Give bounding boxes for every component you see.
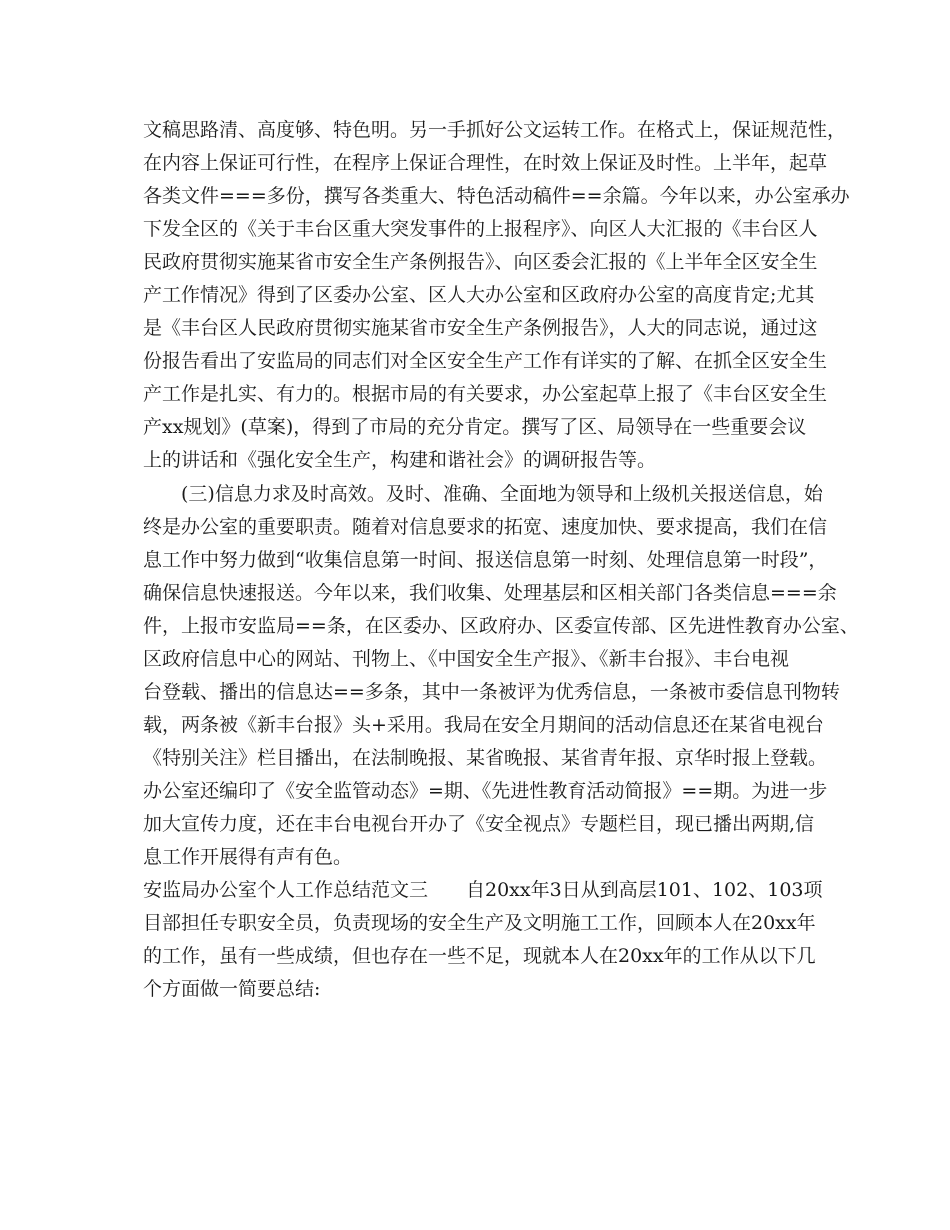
text-line: 载，两条被《新丰台报》头+采用。我局在安全月期间的活动信息还在某省电视台 bbox=[143, 714, 824, 736]
text-line: 区政府信息中心的网站、刊物上、《中国安全生产报》、《新丰台报》、丰台电视 bbox=[143, 648, 790, 670]
text-line: 文稿思路清、高度够、特色明。另一手抓好公文运转工作。在格式上，保证规范性， bbox=[143, 119, 847, 141]
text-line: 息工作开展得有声有色。 bbox=[143, 846, 353, 868]
text-line: 的工作，虽有一些成绩，但也存在一些不足，现就本人在20xx年的工作从以下几 bbox=[143, 945, 816, 967]
text-line: 各类文件===多份，撰写各类重大、特色活动稿件==余篇。今年以来，办公室承办 bbox=[143, 185, 850, 207]
text-line: 个方面做一简要总结: bbox=[143, 978, 321, 1000]
text-line: 产xx规划》(草案)，得到了市局的充分肯定。撰写了区、局领导在一些重要会议 bbox=[143, 416, 807, 438]
text-line: 上的讲话和《强化安全生产，构建和谐社会》的调研报告等。 bbox=[143, 449, 657, 471]
text-line: 产工作情况》得到了区委办公室、区人大办公室和区政府办公室的高度肯定;尤其 bbox=[143, 284, 815, 306]
text-line: (三)信息力求及时高效。及时、准确、全面地为领导和上级机关报送信息，始 bbox=[143, 483, 823, 505]
text-line: 终是办公室的重要职责。随着对信息要求的拓宽、速度加快、要求提高，我们在信 bbox=[143, 516, 828, 538]
text-line: 加大宣传力度，还在丰台电视台开办了《安全视点》专题栏目，现已播出两期,信 bbox=[143, 813, 815, 835]
text-line: 《特别关注》栏目播出，在法制晚报、某省晚报、某省青年报、京华时报上登载。 bbox=[143, 747, 828, 769]
text-line: 台登载、播出的信息达==多条，其中一条被评为优秀信息，一条被市委信息刊物转 bbox=[143, 681, 840, 703]
text-line: 产工作是扎实、有力的。根据市局的有关要求，办公室起草上报了《丰台区安全生 bbox=[143, 383, 828, 405]
text-line: 份报告看出了安监局的同志们对全区安全生产工作有详实的了解、在抓全区安全生 bbox=[143, 350, 828, 372]
text-line: 息工作中努力做到“收集信息第一时间、报送信息第一时刻、处理信息第一时段”， bbox=[143, 549, 828, 571]
text-line: 安监局办公室个人工作总结范文三 自20xx年3日从到高层101、102、103项 bbox=[143, 879, 823, 901]
text-line: 下发全区的《关于丰台区重大突发事件的上报程序》、向区人大汇报的《丰台区人 bbox=[143, 218, 818, 240]
text-line: 是《丰台区人民政府贯彻实施某省市安全生产条例报告》，人大的同志说，通过这 bbox=[143, 317, 818, 339]
text-line: 确保信息快速报送。今年以来，我们收集、处理基层和区相关部门各类信息===余 bbox=[143, 582, 837, 604]
text-line: 件，上报市安监局==条，在区委办、区政府办、区委宣传部、区先进性教育办公室、 bbox=[143, 615, 859, 637]
text-line: 办公室还编印了《安全监管动态》=期、《先进性教育活动简报》==期。为进一步 bbox=[143, 780, 828, 802]
text-line: 目部担任专职安全员，负责现场的安全生产及文明施工工作，回顾本人在20xx年 bbox=[143, 912, 816, 934]
text-line: 在内容上保证可行性，在程序上保证合理性，在时效上保证及时性。上半年，起草 bbox=[143, 152, 828, 174]
text-line: 民政府贯彻实施某省市安全生产条例报告》、向区委会汇报的《上半年全区安全生 bbox=[143, 251, 818, 273]
